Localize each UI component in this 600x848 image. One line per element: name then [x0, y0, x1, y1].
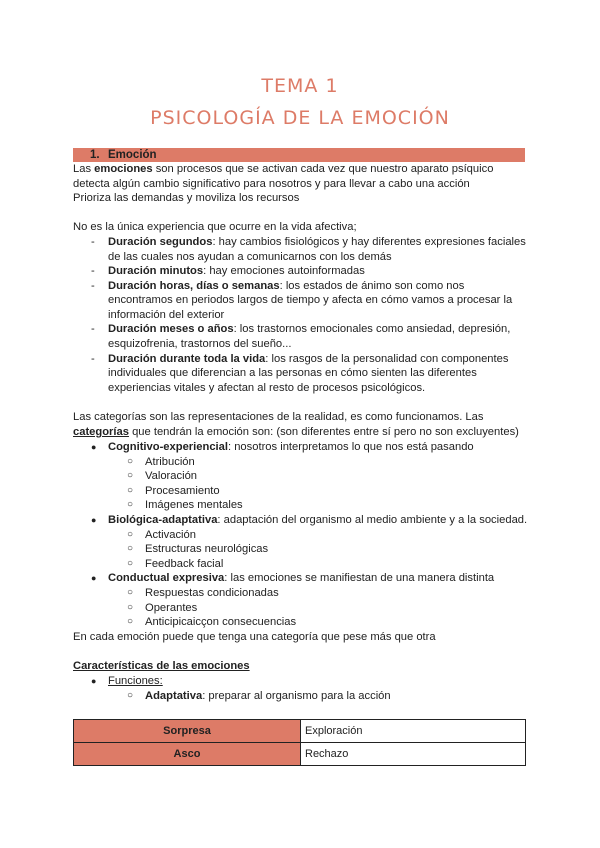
duration-item-5-line-3: experiencias vitales y afectan al resto de procesos psicológicos.: [108, 382, 426, 394]
bullet-icon: ●: [91, 573, 97, 583]
duration-item-5-line-1: Duración durante toda la vida: los rasgos de la personalidad con componentes: [108, 353, 509, 365]
emotion-function-table: [73, 719, 526, 766]
table-value-cell: Exploración: [301, 720, 526, 743]
table-row: [74, 743, 526, 766]
category-group-2: Biológica-adaptativa: adaptación del organismo al medio ambiente y a la sociedad.: [108, 514, 528, 526]
circle-bullet-icon: ○: [127, 529, 134, 540]
adaptativa-line: Adaptativa: preparar al organismo para la acción: [145, 690, 391, 702]
category-sub-item: Anticipicaicçon consecuencias: [145, 616, 297, 628]
category-sub-item: Activación: [145, 529, 196, 541]
section-number: 1.: [90, 149, 100, 161]
circle-bullet-icon: ○: [127, 616, 134, 627]
dash-marker: -: [91, 236, 95, 248]
circle-bullet-icon: ○: [127, 543, 134, 554]
category-group-3: Conductual expresiva: las emociones se manifiestan de una manera distinta: [108, 572, 495, 584]
category-sub-item: Procesamiento: [145, 485, 220, 497]
table-key-cell: Asco: [74, 743, 301, 766]
circle-bullet-icon: ○: [127, 602, 134, 613]
categories-line-2: categorías que tendrán la emoción son: (son diferentes entre sí pero no son excluyentes): [73, 426, 519, 438]
dash-marker: -: [91, 280, 95, 292]
category-group-1: Cognitivo-experiencial: nosotros interpretamos lo que nos está pasando: [108, 441, 474, 453]
duration-item-2-line-1: Duración minutos: hay emociones autoinformadas: [108, 265, 365, 277]
doc-title: TEMA 1: [261, 75, 339, 97]
categorias-term: categorías: [73, 426, 129, 438]
category-sub-item: Feedback facial: [145, 558, 224, 570]
duration-item-5-line-2: individuales que diferencian a las personas en cómo sienten las diferentes: [108, 367, 477, 379]
circle-bullet-icon: ○: [127, 470, 134, 481]
categories-line-1: Las categorías son las representaciones de la realidad, es como funcionamos. Las: [73, 411, 484, 423]
duration-item-1-line-2: de las cuales nos ayudan a comunicarnos con los demás: [108, 251, 392, 263]
table-key-cell: Sorpresa: [74, 720, 301, 743]
intro-line-3: Prioriza las demandas y moviliza los recursos: [73, 192, 300, 204]
circle-bullet-icon: ○: [127, 690, 134, 701]
characteristics-heading: Características de las emociones: [73, 660, 250, 672]
category-sub-item: Estructuras neurológicas: [145, 543, 269, 555]
duration-item-3-line-2: encontramos en periodos largos de tiempo y afecta en cómo vamos a procesar la: [108, 294, 513, 306]
emociones-term: emociones: [94, 163, 153, 175]
circle-bullet-icon: ○: [127, 587, 134, 598]
intro-line-1: Las emociones son procesos que se activan cada vez que nuestro aparato psíquico: [73, 163, 494, 175]
bullet-icon: ●: [91, 515, 97, 525]
section-label: Emoción: [108, 149, 157, 161]
table-value-cell: Rechazo: [301, 743, 526, 766]
circle-bullet-icon: ○: [127, 456, 134, 467]
category-sub-item: Imágenes mentales: [145, 499, 243, 511]
duration-item-1-line-1: Duración segundos: hay cambios fisiológicos y hay diferentes expresiones faciales: [108, 236, 526, 248]
category-sub-item: Respuestas condicionadas: [145, 587, 279, 599]
dash-marker: -: [91, 265, 95, 277]
circle-bullet-icon: ○: [127, 558, 134, 569]
bullet-icon: ●: [91, 676, 97, 686]
doc-subtitle: PSICOLOGÍA DE LA EMOCIÓN: [150, 107, 450, 129]
category-sub-item: Operantes: [145, 602, 198, 614]
duration-item-4-line-1: Duración meses o años: los trastornos emocionales como ansiedad, depresión,: [108, 323, 511, 335]
category-sub-item: Valoración: [145, 470, 198, 482]
duration-item-3-line-1: Duración horas, días o semanas: los estados de ánimo son como nos: [108, 280, 465, 292]
table-row: [74, 720, 526, 743]
affective-lead: No es la única experiencia que ocurre en la vida afectiva;: [73, 221, 357, 233]
category-sub-item: Atribución: [145, 456, 195, 468]
duration-item-3-line-3: información del exterior: [108, 309, 225, 321]
dash-marker: -: [91, 353, 95, 365]
intro-line-2: detecta algún cambio significativo para nosotros y para llevar a cabo una acción: [73, 178, 470, 190]
dash-marker: -: [91, 323, 95, 335]
circle-bullet-icon: ○: [127, 499, 134, 510]
duration-item-4-line-2: esquizofrenia, trastornos del sueño...: [108, 338, 292, 350]
section-heading: [90, 148, 157, 162]
categories-closing: En cada emoción puede que tenga una categoría que pese más que otra: [73, 631, 436, 643]
circle-bullet-icon: ○: [127, 485, 134, 496]
funciones-label: Funciones:: [108, 675, 163, 687]
bullet-icon: ●: [91, 442, 97, 452]
